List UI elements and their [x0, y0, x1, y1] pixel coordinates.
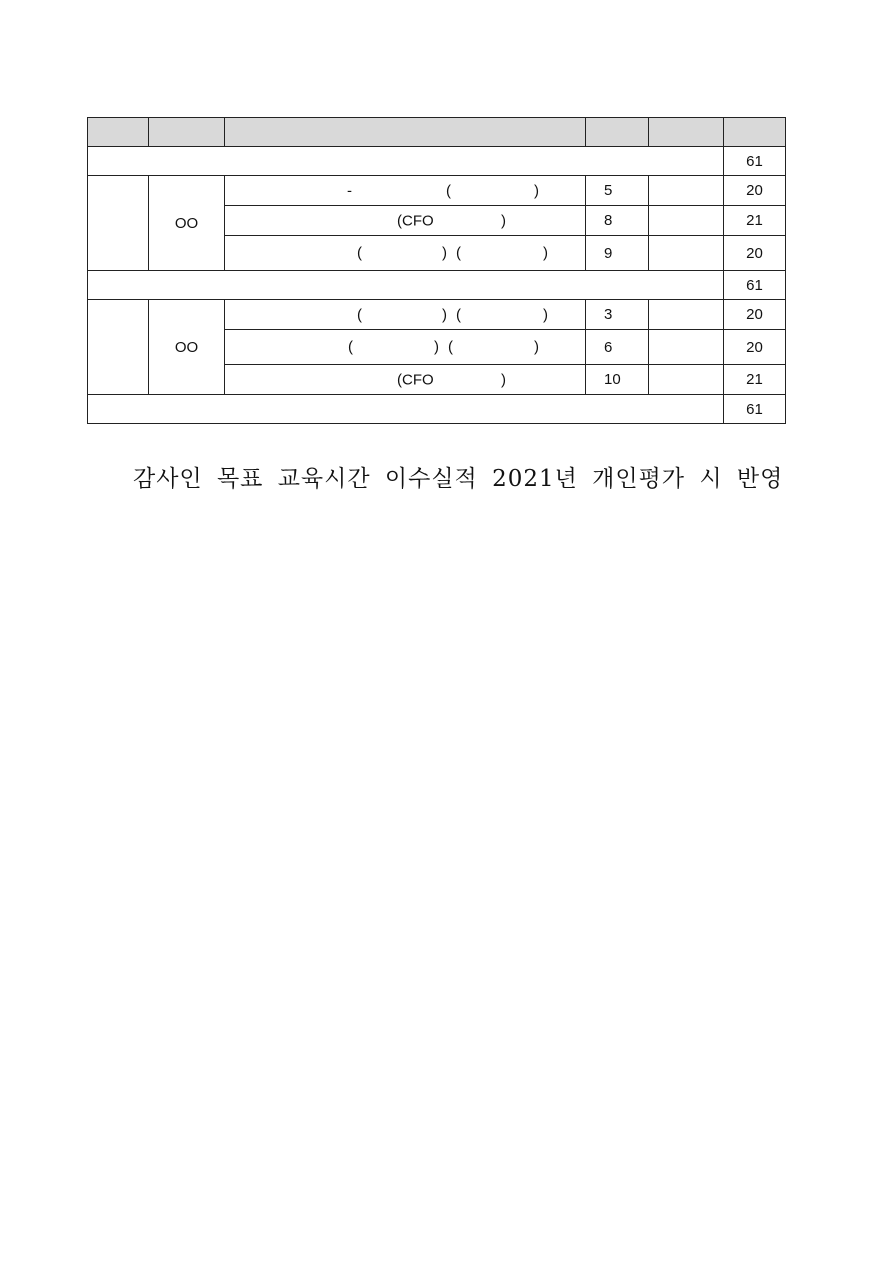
blank-cell	[649, 206, 724, 236]
header-cell	[149, 118, 225, 147]
subtotal-label-cell	[88, 147, 724, 176]
course-fragment: (	[348, 338, 353, 356]
course-cell	[225, 206, 586, 236]
course-fragment: (	[357, 306, 362, 323]
count-cell: 8	[586, 206, 649, 236]
course-fragment: )	[534, 182, 539, 199]
course-fragment: )	[543, 244, 548, 262]
group-name: OO	[149, 300, 225, 395]
count-cell: 3	[586, 300, 649, 330]
subtotal-value: 61	[724, 147, 786, 176]
course-fragment: (	[456, 244, 461, 262]
blank-cell	[649, 365, 724, 395]
hours-cell: 20	[724, 300, 786, 330]
hours-cell: 20	[724, 176, 786, 206]
blank-cell	[649, 300, 724, 330]
table-row	[88, 300, 786, 330]
category-cell	[88, 176, 149, 271]
total-label-cell	[88, 395, 724, 424]
subtotal-row	[88, 147, 786, 176]
course-cell	[225, 176, 586, 206]
footnote-text: 감사인 목표 교육시간 이수실적 2021년 개인평가 시 반영	[133, 466, 784, 492]
table-row	[88, 176, 786, 206]
header-cell	[586, 118, 649, 147]
header-cell	[649, 118, 724, 147]
course-fragment: (CFO	[397, 212, 434, 229]
hours-cell: 20	[724, 330, 786, 365]
course-cell	[225, 236, 586, 271]
course-fragment: )	[534, 338, 539, 356]
subtotal-label-cell	[88, 271, 724, 300]
hours-cell: 20	[724, 236, 786, 271]
course-cell	[225, 365, 586, 395]
course-fragment: )	[434, 338, 439, 356]
training-hours-table	[87, 117, 786, 424]
subtotal-value: 61	[724, 271, 786, 300]
course-fragment: )	[543, 306, 548, 323]
subtotal-row	[88, 271, 786, 300]
course-fragment: )	[501, 212, 506, 229]
group-name: OO	[149, 176, 225, 271]
total-row	[88, 395, 786, 424]
course-cell	[225, 300, 586, 330]
header-cell	[724, 118, 786, 147]
course-fragment: (	[357, 244, 362, 262]
table-header-row	[88, 118, 786, 147]
course-fragment: (	[446, 182, 451, 199]
blank-cell	[649, 330, 724, 365]
count-cell: 10	[586, 365, 649, 395]
hours-cell: 21	[724, 206, 786, 236]
course-fragment: )	[442, 244, 447, 262]
count-cell: 9	[586, 236, 649, 271]
header-cell	[88, 118, 149, 147]
header-cell	[225, 118, 586, 147]
count-cell: 6	[586, 330, 649, 365]
course-cell	[225, 330, 586, 365]
blank-cell	[649, 236, 724, 271]
count-cell: 5	[586, 176, 649, 206]
total-value: 61	[724, 395, 786, 424]
course-fragment: )	[442, 306, 447, 323]
hours-cell: 21	[724, 365, 786, 395]
course-fragment: (CFO	[397, 371, 434, 388]
course-fragment: (	[448, 338, 453, 356]
category-cell	[88, 300, 149, 395]
course-fragment: -	[347, 182, 352, 199]
course-fragment: (	[456, 306, 461, 323]
blank-cell	[649, 176, 724, 206]
course-fragment: )	[501, 371, 506, 388]
